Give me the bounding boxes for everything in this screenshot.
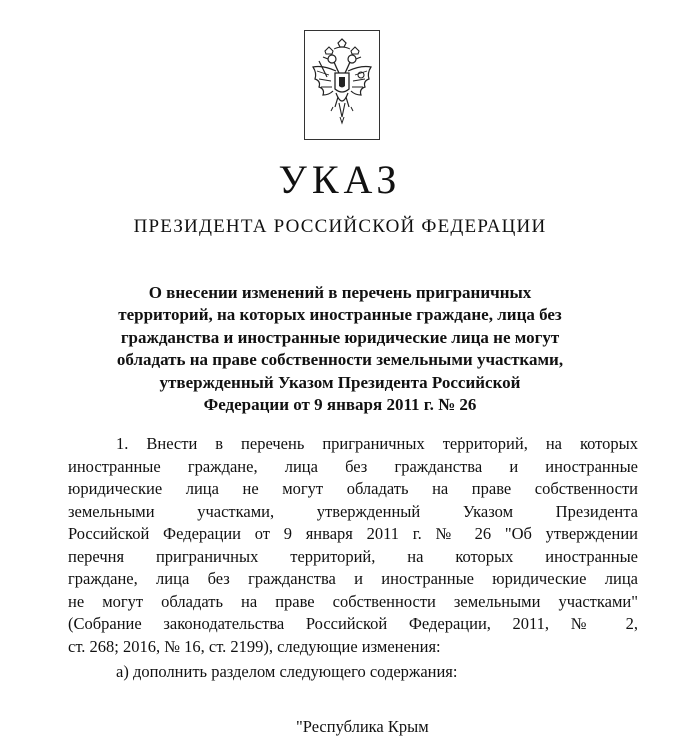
paragraph-line: граждане, лица без гражданства и иностранные юридические лица <box>68 569 638 588</box>
paragraph-line: юридические лица не могут обладать на праве собственности <box>68 479 638 498</box>
quote-start: "Республика Крым <box>296 717 429 736</box>
paragraph-line: (Собрание законодательства Российской Федерации, 2011, № 2, <box>68 614 638 633</box>
paragraph-line: земельными участками, утвержденный Указом Президента <box>68 501 638 521</box>
heading-line: гражданства и иностранные юридические лица не могут <box>120 327 560 347</box>
document-subtitle: ПРЕЗИДЕНТА РОССИЙСКОЙ ФЕДЕРАЦИИ <box>133 216 547 237</box>
heading-line: О внесении изменений в перечень приграничных <box>148 283 532 302</box>
paragraph-1 <box>68 433 638 658</box>
paragraph-line: иностранные граждане, лица без гражданства и иностранные <box>68 456 638 476</box>
paragraph-line: не могут обладать на праве собственности земельными участками" <box>68 591 638 611</box>
paragraph-line: Российской Федерации от 9 января 2011 г. № 26 "Об утверждении <box>68 524 638 543</box>
item-a: а) дополнить разделом следующего содержания: <box>116 662 458 681</box>
document-heading <box>90 282 590 416</box>
emblem-frame <box>304 30 380 140</box>
document-title: УКАЗ <box>278 157 402 202</box>
heading-line: Федерации от 9 января 2011 г. № 26 <box>203 395 477 415</box>
paragraph-line: перечня приграничных территорий, на которых иностранные <box>68 546 638 566</box>
russian-coat-of-arms-icon <box>309 37 375 133</box>
heading-line: территорий, на которых иностранные граждане, лица без <box>118 305 562 325</box>
heading-line: обладать на праве собственности земельными участками, <box>116 350 564 370</box>
paragraph-line: ст. 268; 2016, № 16, ст. 2199), следующие изменения: <box>68 636 441 656</box>
heading-line: утвержденный Указом Президента Российской <box>159 372 521 392</box>
paragraph-line: 1. Внести в перечень приграничных территорий, на которых <box>116 434 638 453</box>
